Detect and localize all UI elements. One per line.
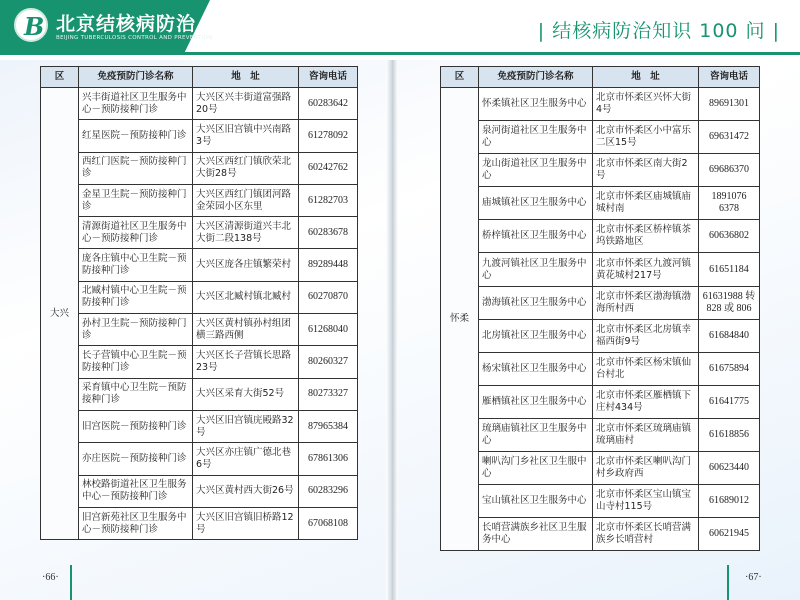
phone-cell: 1891076 6378 [699,187,760,220]
header-district: 区 [41,67,79,88]
clinic-name-cell: 庞各庄镇中心卫生院－预防接种门诊 [79,249,193,281]
clinic-name-cell: 清源街道社区卫生服务中心－预防接种门诊 [79,217,193,249]
clinic-name-cell: 庙城镇社区卫生服务中心 [479,187,593,220]
page-number-right: ·67· [745,572,762,583]
header-divider [0,52,800,55]
phone-cell: 89691301 [699,88,760,121]
table-row [41,184,358,216]
table-row [441,187,760,220]
clinic-name-cell: 北房镇社区卫生服务中心 [479,319,593,352]
address-cell: 北京市怀柔区长哨营满族乡长哨营村 [593,518,699,551]
phone-cell: 61689012 [699,485,760,518]
phone-cell: 69631472 [699,121,760,154]
footer-bar-left [70,565,72,600]
title-bar-right: | [772,20,780,42]
clinic-name-cell: 金星卫生院－预防接种门诊 [79,184,193,216]
table-row [41,314,358,346]
phone-cell: 60270870 [299,281,358,313]
address-cell: 大兴区西红门镇欣荣北大街28号 [193,152,299,184]
address-cell: 北京市怀柔区宝山镇宝山寺村115号 [593,485,699,518]
page-number-left: ·66· [42,572,59,583]
clinic-name-cell: 兴丰街道社区卫生服务中心－预防接种门诊 [79,88,193,120]
district-cell: 怀柔 [441,88,479,551]
address-cell: 北京市怀柔区喇叭沟门村乡政府西 [593,452,699,485]
address-cell: 大兴区旧宫镇旧桥路12号 [193,507,299,539]
clinic-name-cell: 渤海镇社区卫生服务中心 [479,286,593,319]
address-cell: 大兴区旧宫镇中兴南路3号 [193,120,299,152]
phone-cell: 61641775 [699,385,760,418]
table-header-row [41,67,358,88]
table-row [41,88,358,120]
logo-subtitle: BEIJING TUBERCULOSIS CONTROL AND PREVENTION [56,35,213,41]
clinic-name-cell: 西红门医院－预防接种门诊 [79,152,193,184]
clinic-name-cell: 采育镇中心卫生院－预防接种门诊 [79,378,193,410]
phone-cell: 69686370 [699,154,760,187]
clinic-name-cell: 宝山镇社区卫生服务中心 [479,485,593,518]
table-row [441,154,760,187]
table-row [441,319,760,352]
table-row [441,88,760,121]
clinic-name-cell: 雁栖镇社区卫生服务中心 [479,385,593,418]
table-row [41,217,358,249]
clinic-name-cell: 孙村卫生院－预防接种门诊 [79,314,193,346]
address-cell: 大兴区长子营镇长思路23号 [193,346,299,378]
address-cell: 大兴区黄村西大街26号 [193,475,299,507]
table-row [41,378,358,410]
clinic-name-cell: 北臧村镇中心卫生院－预防接种门诊 [79,281,193,313]
header-phone: 咨询电话 [699,67,760,88]
table-row [441,518,760,551]
clinic-name-cell: 九渡河镇社区卫生服务中心 [479,253,593,286]
phone-cell: 61675894 [699,352,760,385]
address-cell: 大兴区北臧村镇北臧村 [193,281,299,313]
table-row [41,475,358,507]
table-row [441,385,760,418]
logo-icon: B [14,8,48,42]
address-cell: 大兴区黄村镇孙村组团横三路西侧 [193,314,299,346]
footer-bar-right [727,565,729,600]
phone-cell: 60621945 [699,518,760,551]
table-row [441,253,760,286]
clinic-name-cell: 桥梓镇社区卫生服务中心 [479,220,593,253]
address-cell: 北京市怀柔区庙城镇庙城村南 [593,187,699,220]
clinic-name-cell: 长哨营满族乡社区卫生服务中心 [479,518,593,551]
table-row [441,352,760,385]
table-row [441,452,760,485]
address-cell: 大兴区兴丰街道富强路20号 [193,88,299,120]
table-row [41,410,358,442]
phone-cell: 60283642 [299,88,358,120]
clinic-name-cell: 喇叭沟门乡社区卫生服中心 [479,452,593,485]
address-cell: 北京市怀柔区小中富乐二区15号 [593,121,699,154]
table-row [41,346,358,378]
phone-cell: 61282703 [299,184,358,216]
table-row [41,507,358,539]
address-cell: 北京市怀柔区北房镇幸福西街9号 [593,319,699,352]
phone-cell: 60283296 [299,475,358,507]
phone-cell: 67068108 [299,507,358,539]
clinic-name-cell: 泉河街道社区卫生服务中心 [479,121,593,154]
phone-cell: 80260327 [299,346,358,378]
title-bar-left: | [537,20,546,42]
address-cell: 大兴区清源街道兴丰北大街二段138号 [193,217,299,249]
table-row [441,121,760,154]
phone-cell: 89289448 [299,249,358,281]
spine-shadow-right [392,60,398,600]
table-row [441,418,760,451]
address-cell: 北京市怀柔区渤海镇渤海所村西 [593,286,699,319]
table-row [41,249,358,281]
address-cell: 大兴区旧宫镇庑殿路32号 [193,410,299,442]
header-clinic: 免疫预防门诊名称 [79,67,193,88]
phone-cell: 61651184 [699,253,760,286]
address-cell: 大兴区西红门镇团河路金荣园小区东里 [193,184,299,216]
phone-cell: 61268040 [299,314,358,346]
clinic-name-cell: 红星医院－预防接种门诊 [79,120,193,152]
phone-cell: 67861306 [299,443,358,475]
table-row [441,220,760,253]
right-clinic-table [440,66,760,551]
table-row [41,443,358,475]
phone-cell: 60242762 [299,152,358,184]
phone-cell: 61631988 转 828 或 806 [699,286,760,319]
header-address: 地 址 [593,67,699,88]
logo-title: 北京结核病防治 [56,13,197,35]
clinic-name-cell: 怀柔镇社区卫生服务中心 [479,88,593,121]
header-address: 地 址 [193,67,299,88]
clinic-name-cell: 旧宫新苑社区卫生服务中心－预防接种门诊 [79,507,193,539]
table-row [41,281,358,313]
address-cell: 北京市怀柔区杨宋镇仙台村北 [593,352,699,385]
address-cell: 大兴区亦庄镇广德北巷6号 [193,443,299,475]
header-phone: 咨询电话 [299,67,358,88]
table-header-row [441,67,760,88]
book-title-text: 结核病防治知识 100 问 [552,20,766,42]
table-row [41,152,358,184]
clinic-name-cell: 长子营镇中心卫生院－预防接种门诊 [79,346,193,378]
phone-cell: 87965384 [299,410,358,442]
address-cell: 北京市怀柔区雁栖镇下庄村434号 [593,385,699,418]
address-cell: 大兴区采育大街52号 [193,378,299,410]
phone-cell: 60283678 [299,217,358,249]
left-clinic-table [40,66,358,540]
table-row [41,120,358,152]
clinic-name-cell: 琉璃庙镇社区卫生服务中心 [479,418,593,451]
phone-cell: 61278092 [299,120,358,152]
phone-cell: 61684840 [699,319,760,352]
clinic-name-cell: 林校路街道社区卫生服务中心－预防接种门诊 [79,475,193,507]
clinic-name-cell: 旧宫医院－预防接种门诊 [79,410,193,442]
address-cell: 北京市怀柔区桥梓镇茶坞铁路地区 [593,220,699,253]
header-district: 区 [441,67,479,88]
table-row [441,485,760,518]
phone-cell: 60636802 [699,220,760,253]
clinic-name-cell: 龙山街道社区卫生服务中心 [479,154,593,187]
page-header [0,0,800,58]
table-row [441,286,760,319]
phone-cell: 61618856 [699,418,760,451]
address-cell: 大兴区庞各庄镇繁荣村 [193,249,299,281]
address-cell: 北京市怀柔区琉璃庙镇琉璃庙村 [593,418,699,451]
clinic-name-cell: 亦庄医院－预防接种门诊 [79,443,193,475]
clinic-name-cell: 杨宋镇社区卫生服务中心 [479,352,593,385]
phone-cell: 60623440 [699,452,760,485]
address-cell: 北京市怀柔区南大街2号 [593,154,699,187]
address-cell: 北京市怀柔区九渡河镇黄花城村217号 [593,253,699,286]
district-cell: 大兴 [41,88,79,540]
book-title [538,16,780,43]
phone-cell: 80273327 [299,378,358,410]
header-clinic: 免疫预防门诊名称 [479,67,593,88]
address-cell: 北京市怀柔区兴怀大街4号 [593,88,699,121]
